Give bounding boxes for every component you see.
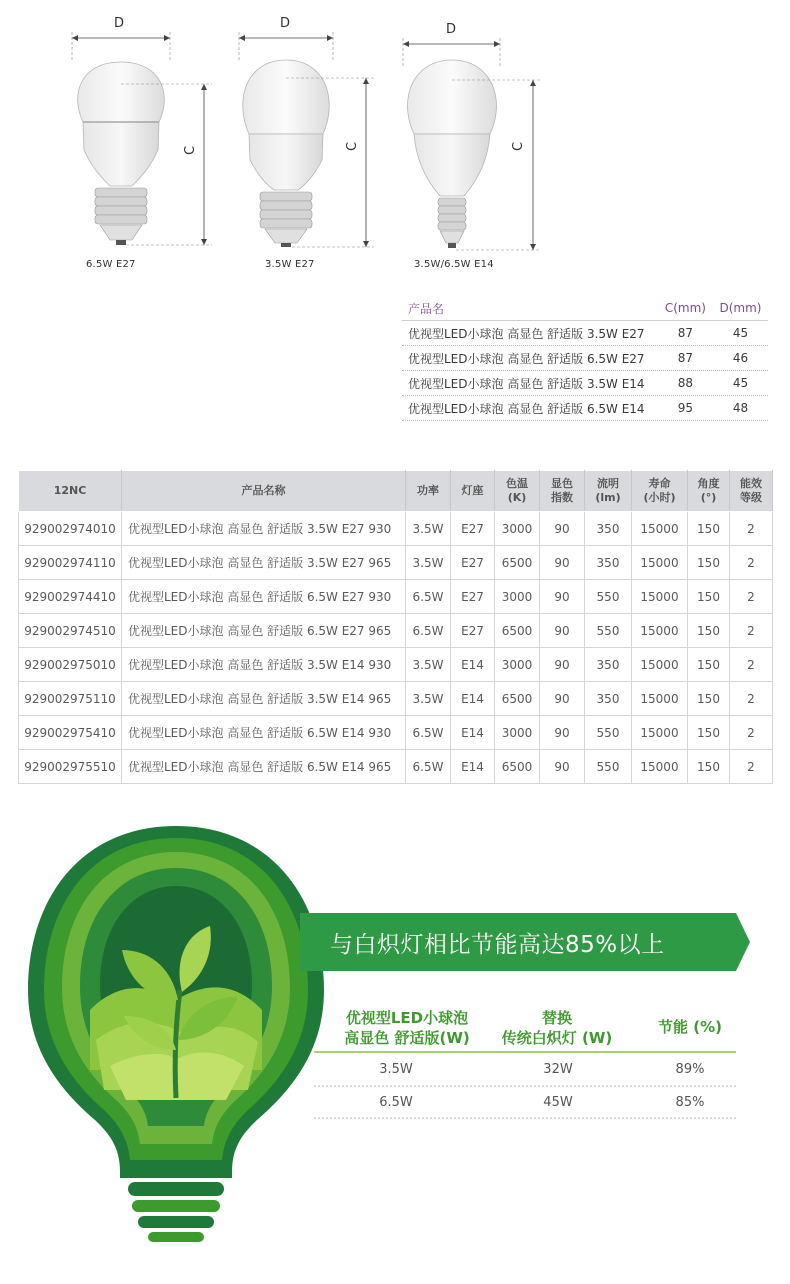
cell-angle: 150 [688,716,730,750]
cell-energy-class: 2 [730,614,773,648]
cell-color-temp: 6500 [495,546,540,580]
dim-d-value: 45 [732,376,749,390]
cell-power: 6.5W [406,614,451,648]
bulb2-label: 3.5W E27 [265,259,315,270]
green-bulb-illustration [0,820,790,1284]
cmp-header-incandescent-line1: 替换 [541,1009,572,1027]
cell-12nc: 929002975110 [19,682,122,716]
bulb-drawings [0,0,790,290]
cell-lumen: 550 [585,580,632,614]
bulb1-label: 6.5W E27 [86,259,136,270]
cell-12nc: 929002974410 [19,580,122,614]
cmp-header-led [322,1008,492,1048]
dim-c-value: 87 [677,326,694,340]
cell-base: E27 [451,546,495,580]
cell-lifetime: 15000 [632,750,688,784]
cell-color-temp: 3000 [495,580,540,614]
cmp-led-value: 6.5W [379,1095,413,1110]
table-row [19,716,773,750]
cell-power: 6.5W [406,716,451,750]
cell-base: E27 [451,580,495,614]
cell-energy-class: 2 [730,648,773,682]
cmp-header-led-line2: 高显色 舒适版(W) [344,1029,470,1047]
dimension-table-header [402,296,768,321]
bulb1-width-label: D [114,16,125,31]
cell-base: E27 [451,512,495,546]
cell-cri: 90 [540,750,585,784]
cell-base: E14 [451,648,495,682]
cell-angle: 150 [688,750,730,784]
cell-base: E14 [451,716,495,750]
table-row [19,750,773,784]
cmp-incandescent-value: 45W [543,1095,573,1110]
dim-header-name: 产品名 [408,301,445,316]
table-row [19,546,773,580]
bulb-3-5w-e27-drawing [239,32,374,247]
cell-energy-class: 2 [730,580,773,614]
dimension-table [402,296,768,421]
cell-power: 3.5W [406,512,451,546]
cmp-header-saving [640,1017,740,1037]
dimension-row [402,396,768,421]
table-row [19,614,773,648]
cell-power: 6.5W [406,750,451,784]
cell-base: E14 [451,682,495,716]
cell-lifetime: 15000 [632,512,688,546]
col-power: 功率 [406,471,451,512]
cell-color-temp: 6500 [495,614,540,648]
cell-energy-class: 2 [730,512,773,546]
bulb3-height-label: C [511,141,527,152]
dim-c-value: 88 [677,376,694,390]
dim-c-value: 95 [677,401,694,415]
bulb2-height-label: C [345,141,361,152]
cell-base: E14 [451,750,495,784]
col-12nc: 12NC [19,471,122,512]
col-lumen: 流明 (lm) [585,471,632,512]
cell-base: E27 [451,614,495,648]
dim-product-name: 优视型LED小球泡 高显色 舒适版 3.5W E14 [408,376,645,391]
bulb3-label: 3.5W/6.5W E14 [414,259,494,270]
cell-color-temp: 6500 [495,750,540,784]
dim-d-value: 46 [732,351,749,365]
cell-energy-class: 2 [730,546,773,580]
cell-lifetime: 15000 [632,648,688,682]
cell-12nc: 929002974510 [19,614,122,648]
cell-cri: 90 [540,512,585,546]
cell-power: 6.5W [406,580,451,614]
dim-header-c: C(mm) [664,301,706,315]
cmp-header-led-line1: 优视型LED小球泡 [345,1009,469,1027]
cell-angle: 150 [688,512,730,546]
dim-c-value: 87 [677,351,694,365]
col-base: 灯座 [451,471,495,512]
cmp-saving-value: 85% [675,1095,705,1110]
bulb1-height-label: C [183,145,199,156]
dim-product-name: 优视型LED小球泡 高显色 舒适版 6.5W E14 [408,401,645,416]
cell-12nc: 929002974010 [19,512,122,546]
cmp-header-saving-line1: 节能 (%) [658,1018,722,1036]
cell-lumen: 350 [585,648,632,682]
col-energy-class: 能效 等级 [730,471,773,512]
cell-product-name: 优视型LED小球泡 高显色 舒适版 6.5W E27 930 [122,580,406,614]
cell-power: 3.5W [406,648,451,682]
cell-energy-class: 2 [730,682,773,716]
table-row [19,648,773,682]
dimension-row [402,371,768,396]
cell-lumen: 550 [585,614,632,648]
cell-power: 3.5W [406,682,451,716]
col-color-temp: 色温 (K) [495,471,540,512]
cell-lumen: 550 [585,750,632,784]
cell-color-temp: 6500 [495,682,540,716]
cell-cri: 90 [540,580,585,614]
cell-cri: 90 [540,546,585,580]
cell-lumen: 550 [585,716,632,750]
cell-product-name: 优视型LED小球泡 高显色 舒适版 3.5W E27 930 [122,512,406,546]
cell-lifetime: 15000 [632,682,688,716]
dim-d-value: 45 [732,326,749,340]
cell-cri: 90 [540,682,585,716]
dim-product-name: 优视型LED小球泡 高显色 舒适版 3.5W E27 [408,326,645,341]
cell-energy-class: 2 [730,750,773,784]
cell-lumen: 350 [585,512,632,546]
cmp-saving-value: 89% [675,1062,705,1077]
cell-product-name: 优视型LED小球泡 高显色 舒适版 6.5W E27 965 [122,614,406,648]
cell-cri: 90 [540,614,585,648]
dimension-row [402,321,768,346]
cell-lifetime: 15000 [632,580,688,614]
cmp-header-incandescent [482,1008,632,1048]
spec-table [18,470,773,784]
cell-12nc: 929002975010 [19,648,122,682]
bulb-drawings-svg [0,0,790,290]
cmp-header-incandescent-line2: 传统白炽灯 (W) [501,1029,613,1047]
cell-product-name: 优视型LED小球泡 高显色 舒适版 3.5W E27 965 [122,546,406,580]
cell-power: 3.5W [406,546,451,580]
table-row [19,512,773,546]
col-lifetime: 寿命 (小时) [632,471,688,512]
cmp-incandescent-value: 32W [543,1062,573,1077]
dim-product-name: 优视型LED小球泡 高显色 舒适版 6.5W E27 [408,351,645,366]
dim-header-d: D(mm) [719,301,762,315]
cell-angle: 150 [688,682,730,716]
cell-angle: 150 [688,546,730,580]
spec-table-body [19,512,773,784]
cmp-led-value: 3.5W [379,1062,413,1077]
cell-angle: 150 [688,648,730,682]
bulb-6-5w-e27-drawing [72,32,212,245]
table-row [19,580,773,614]
cell-12nc: 929002975510 [19,750,122,784]
cell-cri: 90 [540,648,585,682]
col-product-name: 产品名称 [122,471,406,512]
cell-product-name: 优视型LED小球泡 高显色 舒适版 3.5W E14 965 [122,682,406,716]
cell-energy-class: 2 [730,716,773,750]
cell-angle: 150 [688,614,730,648]
cell-color-temp: 3000 [495,512,540,546]
cell-lumen: 350 [585,546,632,580]
col-cri: 显色 指数 [540,471,585,512]
cell-12nc: 929002974110 [19,546,122,580]
dim-d-value: 48 [732,401,749,415]
col-angle: 角度 (°) [688,471,730,512]
cell-lumen: 350 [585,682,632,716]
cell-color-temp: 3000 [495,648,540,682]
cell-product-name: 优视型LED小球泡 高显色 舒适版 6.5W E14 965 [122,750,406,784]
cell-product-name: 优视型LED小球泡 高显色 舒适版 3.5W E14 930 [122,648,406,682]
table-row [19,682,773,716]
cell-product-name: 优视型LED小球泡 高显色 舒适版 6.5W E14 930 [122,716,406,750]
bulb2-width-label: D [280,16,291,31]
cell-cri: 90 [540,716,585,750]
dimension-row [402,346,768,371]
cell-lifetime: 15000 [632,546,688,580]
spec-header-row [19,471,773,512]
cell-lifetime: 15000 [632,716,688,750]
cell-12nc: 929002975410 [19,716,122,750]
bulb3-width-label: D [446,22,457,37]
cell-lifetime: 15000 [632,614,688,648]
cell-angle: 150 [688,580,730,614]
energy-saving-banner: 与白炽灯相比节能高达85%以上 [330,932,665,958]
cell-color-temp: 3000 [495,716,540,750]
